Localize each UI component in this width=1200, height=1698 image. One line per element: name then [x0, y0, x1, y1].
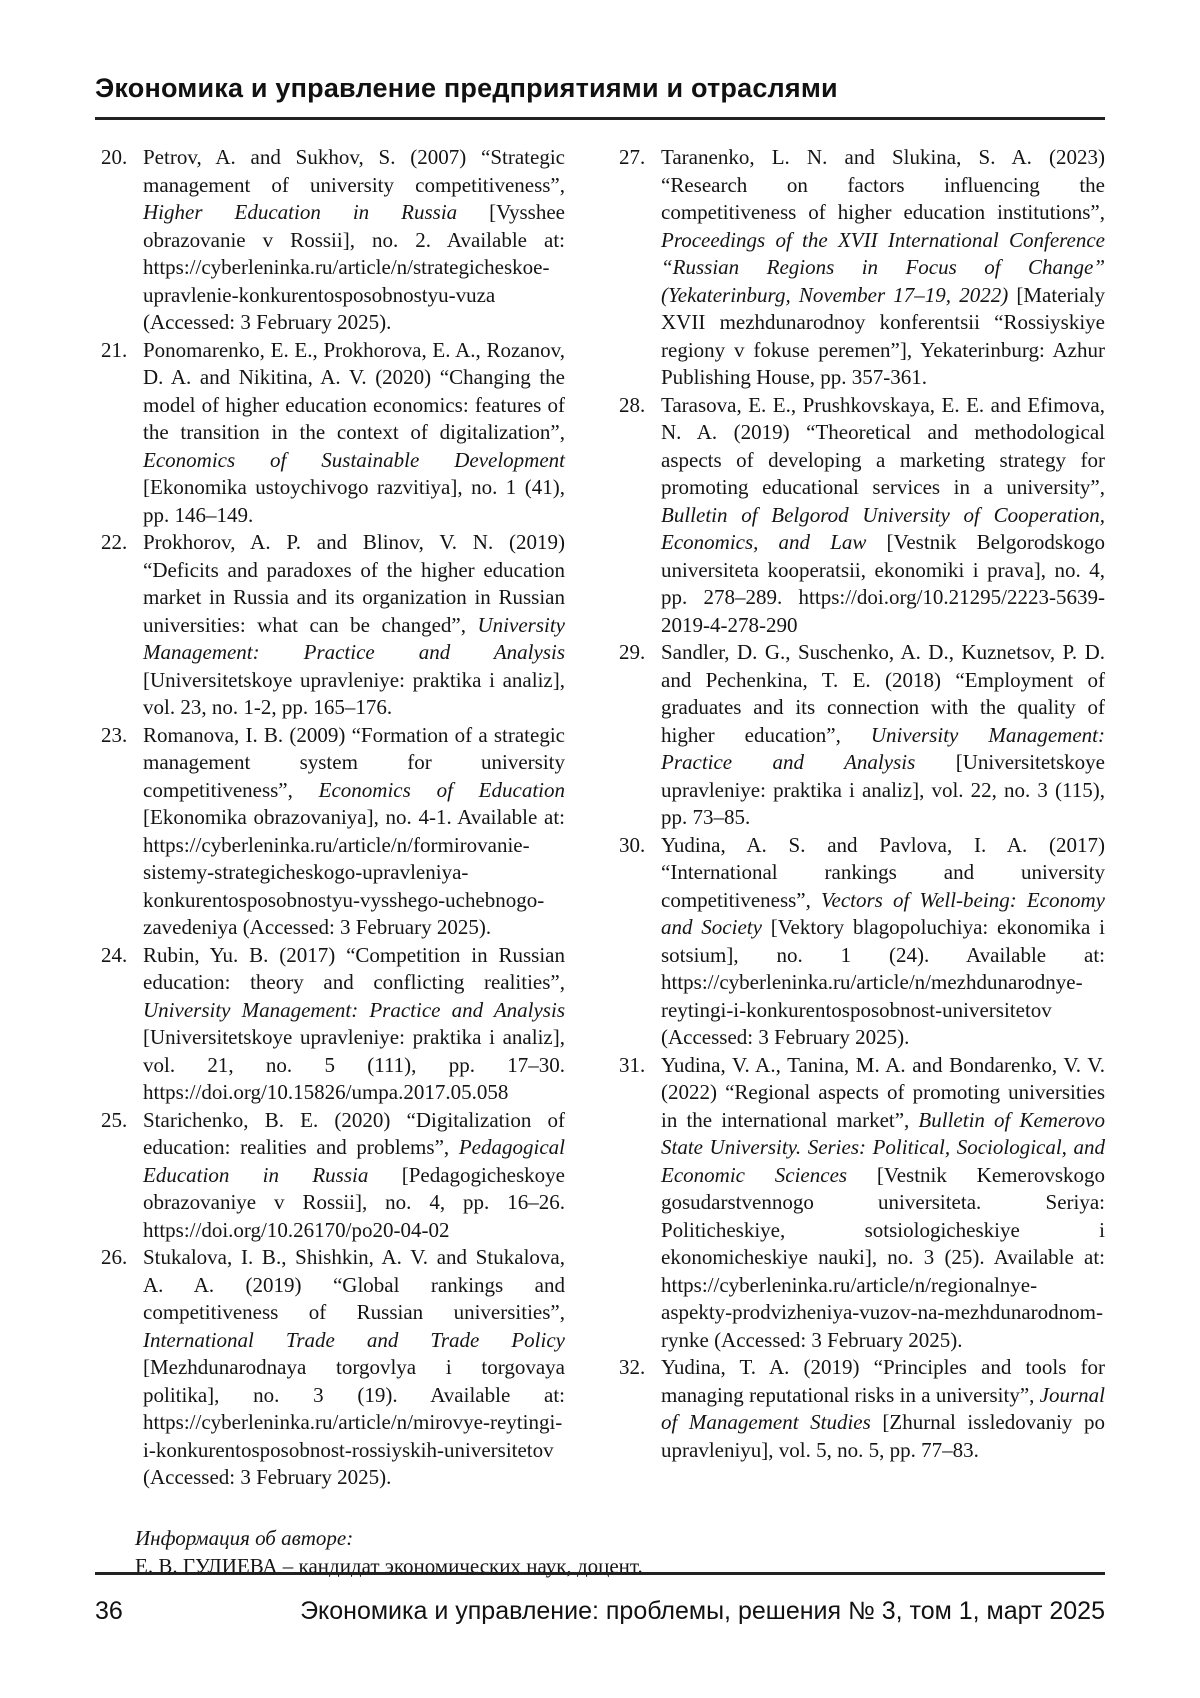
- reference-number: 31.: [619, 1052, 646, 1077]
- page-footer: [95, 1572, 1105, 1626]
- reference-number: 28.: [619, 392, 646, 417]
- reference-text: Ponomarenko, E. E., Prokhorova, E. A., Rozanov, D. A. and Nikitina, A. V. (2020) “Changing the model of higher education economics: features of the transition in the context of digitalization”, Economics of Sustainable Development [Ekonomika ustoychivogo razvitiya], no. 1 (41), pp. 146–149.: [143, 337, 565, 527]
- reference-item: [613, 392, 1105, 640]
- reference-text: Tarasova, E. E., Prushkovskaya, E. E. and Efimova, N. A. (2019) “Theoretical and methodological aspects of developing a marketing strategy for promoting educational services in a university”, Bulletin of Belgorod University of Cooperation, Economics, and Law [Vestnik Belgorodskogo universiteta kooperatsii, ekonomiki i prava], no. 4, pp. 278–289. https://doi.org/10.21295/2223-5639-2019-4-278-290: [661, 392, 1105, 637]
- page-number: 36: [95, 1597, 123, 1625]
- reference-item: [613, 639, 1105, 832]
- reference-text: Romanova, I. B. (2009) “Formation of a strategic management system for university competitiveness”, Economics of Education [Ekonomika obrazovaniya], no. 4-1. Available at: https://cyberleninka.ru/article/n/formirovanie-sistemy-strategicheskogo-upravleniya-konkurentosposobnostyu-vysshego-uchebnogo-zavedeniya (Accessed: 3 February 2025).: [143, 722, 566, 939]
- reference-number: 23.: [101, 722, 128, 747]
- reference-text: Prokhorov, A. P. and Blinov, V. N. (2019) “Deficits and paradoxes of the higher education market in Russia and its organization in Russian universities: what can be changed”, University Management: Practice and Analysis [Universitetskoye upravleniye: praktika i analiz], vol. 23, no. 1-2, pp. 165–176.: [143, 530, 565, 719]
- reference-number: 24.: [101, 942, 128, 967]
- reference-number: 32.: [619, 1355, 646, 1379]
- reference-text: Sandler, D. G., Suschenko, A. D., Kuznetsov, P. D. and Pechenkina, T. E. (2018) “Employment of graduates and its connection with the quality of higher education”, University Management: Practice and Analysis [Universitetskoye upravleniye: praktika i analiz], vol. 22, no. 3 (115), pp. 73–85.: [661, 640, 1106, 829]
- reference-number: 20.: [101, 145, 128, 169]
- reference-item: [613, 1354, 1105, 1464]
- reference-item: [95, 942, 565, 1107]
- reference-number: 29.: [619, 640, 646, 664]
- reference-number: 25.: [101, 1107, 128, 1132]
- reference-item: [613, 1052, 1105, 1355]
- reference-number: 30.: [619, 832, 646, 857]
- references-column-right: [613, 144, 1105, 1492]
- reference-item: [95, 529, 565, 722]
- reference-item: [95, 1107, 565, 1245]
- reference-text: Petrov, A. and Sukhov, S. (2007) “Strategic management of university competitiveness”, Higher Education in Russia [Vysshee obrazovanie v Rossii], no. 2. Available at: https://cyberleninka.ru/article/n/strategicheskoe-upravlenie-konkurentosposobnostyu-vuza (Accessed: 3 February 2025).: [143, 145, 565, 334]
- reference-text: Taranenko, L. N. and Slukina, S. A. (2023) “Research on factors influencing the competitiveness of higher education institutions”, Proceedings of the XVII International Conference “Russian Regions in Focus of Change” (Yekaterinburg, November 17–19, 2022) [Materialy XVII mezhdunarodnoy konferentsii “Rossiyskiye regiony v fokuse peremen”], Yekaterinburg: Azhur Publishing House, pp. 357-361.: [661, 145, 1105, 389]
- reference-text: Stukalova, I. B., Shishkin, A. V. and Stukalova, A. A. (2019) “Global rankings and competitiveness of Russian universities”, International Trade and Trade Policy [Mezhdunarodnaya torgovlya i torgovaya politika], no. 3 (19). Available at: https://cyberleninka.ru/article/n/mirovye-reytingi-i-konkurentosposobnost-rossiyskih-universitetov (Accessed: 3 February 2025).: [143, 1245, 565, 1489]
- reference-text: Rubin, Yu. B. (2017) “Competition in Russian education: theory and conflicting realities”, University Management: Practice and Analysis [Universitetskoye upravleniye: praktika i analiz], vol. 21, no. 5 (111), pp. 17–30. https://doi.org/10.15826/umpa.2017.05.058: [143, 942, 565, 1104]
- references-list: [95, 144, 1105, 1492]
- reference-item: [613, 144, 1105, 392]
- journal-title-line: Экономика и управление: проблемы, решения № 3, том 1, март 2025: [300, 1597, 1105, 1625]
- reference-number: 22.: [101, 530, 128, 554]
- reference-number: 21.: [101, 337, 128, 362]
- section-title: Экономика и управление предприятиями и отраслями: [95, 73, 838, 103]
- reference-number: 27.: [619, 145, 646, 169]
- reference-item: [95, 722, 565, 942]
- reference-item: [95, 337, 565, 530]
- reference-number: 26.: [101, 1245, 128, 1269]
- author-info-text: Е. В. ГУЛИЕВА – кандидат экономических наук, доцент.: [135, 1553, 643, 1578]
- reference-item: [95, 1244, 565, 1492]
- reference-item: [613, 832, 1105, 1052]
- references-column-left: [95, 144, 565, 1492]
- footer-rule: [95, 1572, 1105, 1575]
- reference-item: [95, 144, 565, 337]
- author-info-label: Информация об авторе:: [135, 1525, 354, 1550]
- reference-text: Yudina, T. A. (2019) “Principles and tools for managing reputational risks in a university”, Journal of Management Studies [Zhurnal issledovaniy po upravleniyu], vol. 5, no. 5, pp. 77–83.: [661, 1355, 1105, 1462]
- reference-text: Starichenko, B. E. (2020) “Digitalization of education: realities and problems”, Pedagogical Education in Russia [Pedagogicheskoye obrazovaniye v Rossii], no. 4, pp. 16–26. https://doi.org/10.26170/po20-04-02: [143, 1107, 565, 1242]
- reference-text: Yudina, A. S. and Pavlova, I. A. (2017) “International rankings and university competitiveness”, Vectors of Well-being: Economy and Society [Vektory blagopoluchiya: ekonomika i sotsium], no. 1 (24). Available at: https://cyberleninka.ru/article/n/mezhdunarodnye-reytingi-i-konkurentosposobnost-universitetov (Accessed: 3 February 2025).: [661, 832, 1105, 1049]
- reference-text: Yudina, V. A., Tanina, M. A. and Bondarenko, V. V. (2022) “Regional aspects of promoting universities in the international market”, Bulletin of Kemerovo State University. Series: Political, Sociological, and Economic Sciences [Vestnik Kemerovskogo gosudarstvennogo universiteta. Seriya: Politicheskiye, sotsiologicheskiye i ekonomicheskiye nauki], no. 3 (25). Available at: https://cyberleninka.ru/article/n/regionalnye-aspekty-prodvizheniya-vuzov-na-mezhdunarodnom-rynke (Accessed: 3 February 2025).: [661, 1052, 1105, 1352]
- header-rule: [95, 117, 1105, 120]
